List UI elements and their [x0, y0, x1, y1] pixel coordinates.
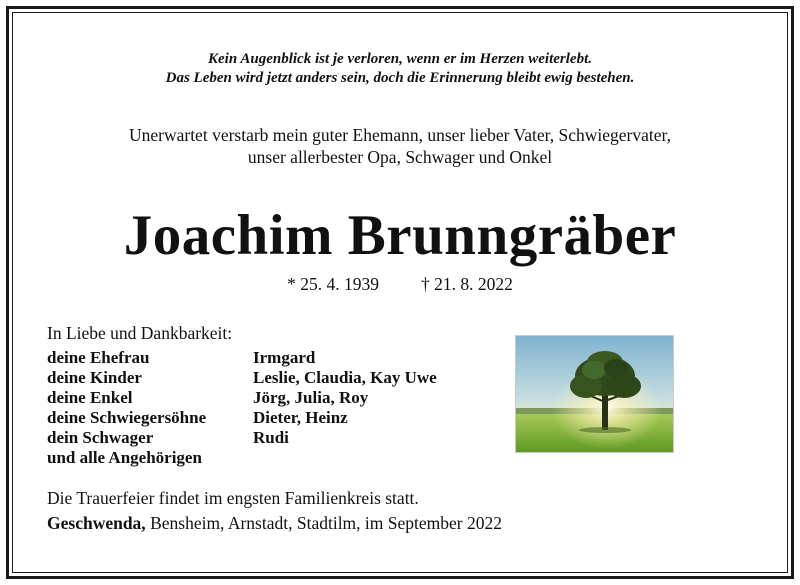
mourner-names: Jörg, Julia, Roy	[253, 388, 369, 407]
mourner-row	[47, 368, 437, 388]
mourner-row	[47, 408, 437, 428]
place-and-date	[47, 512, 502, 534]
announcement-line-2: unser allerbester Opa, Schwager und Onkel	[247, 147, 553, 167]
mourner-row	[47, 428, 437, 448]
mourner-names: Rudi	[253, 428, 289, 447]
mourners-list	[47, 348, 437, 468]
deceased-name: Joachim Brunngräber	[123, 204, 677, 267]
thanks-heading: In Liebe und Dankbarkeit:	[47, 323, 233, 343]
mourner-row	[47, 388, 437, 408]
announcement-line-1: Unerwartet verstarb mein guter Ehemann, unser lieber Vater, Schwiegervater,	[128, 125, 671, 145]
announcement-text	[0, 124, 800, 168]
death-date: † 21. 8. 2022	[421, 274, 513, 294]
mourner-relation: deine Ehefrau	[47, 348, 150, 367]
main-place: Geschwenda,	[47, 513, 146, 533]
mourner-names: Leslie, Claudia, Kay Uwe	[253, 368, 437, 387]
mourner-relation: deine Kinder	[47, 368, 142, 387]
life-dates	[0, 273, 800, 295]
mourner-relation: deine Enkel	[47, 388, 133, 407]
birth-date: * 25. 4. 1939	[287, 274, 379, 294]
funeral-note: Die Trauerfeier findet im engsten Familienkreis statt.	[47, 488, 419, 508]
mourner-names: Dieter, Heinz	[253, 408, 348, 427]
mourner-row	[47, 448, 437, 468]
motto-line-2: Das Leben wird jetzt anders sein, doch die Erinnerung bleibt ewig bestehen.	[165, 70, 635, 86]
tree-meadow-photo	[516, 336, 673, 452]
motto-verse	[0, 50, 800, 88]
mourner-relation: deine Schwiegersöhne	[47, 408, 207, 427]
mourner-relation: und alle Angehörigen	[47, 448, 202, 467]
other-places: Bensheim, Arnstadt, Stadtilm, im September 2022	[145, 513, 502, 533]
mourner-row	[47, 348, 437, 368]
mourner-relation: dein Schwager	[47, 428, 154, 447]
mourner-names: Irmgard	[253, 348, 316, 367]
motto-line-1: Kein Augenblick ist je verloren, wenn er im Herzen weiterlebt.	[207, 51, 593, 67]
